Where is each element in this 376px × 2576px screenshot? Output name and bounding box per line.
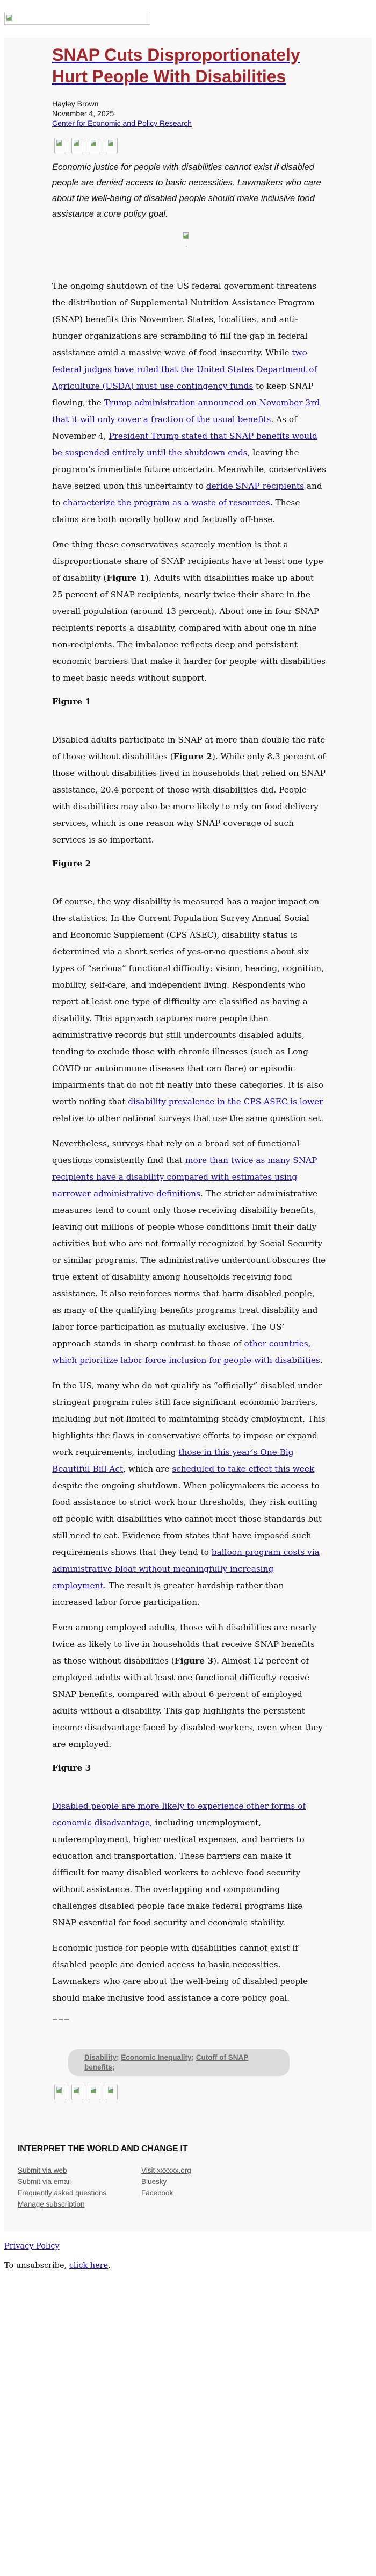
figure-ref: Figure 1	[106, 573, 146, 583]
share-button-4[interactable]	[106, 2085, 118, 2100]
share-icon	[73, 139, 81, 148]
figure-3-heading: Figure 3	[52, 1763, 91, 1773]
text: .	[108, 2261, 111, 2270]
faq-link[interactable]: Frequently asked questions	[18, 2189, 107, 2197]
article	[4, 38, 326, 2100]
submit-via-web-link[interactable]: Submit via web	[18, 2166, 67, 2174]
link-obbba[interactable]: those in this year’s One Big Beautiful Bill Act	[52, 1447, 294, 1474]
share-icon	[90, 2086, 98, 2095]
tag-separator: ;	[191, 2053, 196, 2061]
paragraph-9: Economic justice for people with disabilities cannot exist if disabled people are denied access to basic necessities. Lawmakers who care about the well-being of disabled people should make inclusive food assistance a core policy goal.	[52, 1943, 308, 2003]
text: . The result is greater hardship rather than increased labor force participation.	[52, 1581, 284, 1607]
link-waste-of-resources[interactable]: characterize the program as a waste of resources	[63, 498, 270, 508]
submit-via-email-link[interactable]: Submit via email	[18, 2178, 71, 2186]
text: One thing these conservatives scarcely mention is that a disproportionate share of SNAP recipients have at least one type of disability (	[52, 540, 323, 583]
tag-disability[interactable]: Disability	[84, 2053, 117, 2061]
link-trump-suspend-statement[interactable]: President Trump stated that SNAP benefits would be suspended entirely until the shutdown ends	[52, 431, 317, 458]
text: The ongoing shutdown of the US federal government threatens the distribution of Supplemental Nutrition Assistance Program (SNAP) benefits this November. States, localities, and anti-hunger organizations are scrambling to fill the gap in federal assistance amid a massive wave of food insecurity. While	[52, 281, 317, 358]
share-icon	[56, 139, 63, 148]
newsletter-container	[4, 38, 372, 2231]
text: To unsubscribe,	[4, 2261, 69, 2270]
text: . As of November 4,	[52, 415, 297, 441]
link-federal-judges-ruling[interactable]: two federal judges have ruled that the United States Department of Agriculture (USDA) must use contingency funds	[52, 348, 317, 391]
share-button-3[interactable]	[89, 138, 100, 153]
text: ). Almost 12 percent of employed adults with at least one functional difficulty receive SNAP benefits, compared with about 6 percent of employed adults without a disability. This gap highlights the persistent income disadvantage faced by disabled workers, even when they are employed.	[52, 1656, 323, 1749]
publish-date: November 4, 2025	[52, 109, 114, 118]
text: Disabled adults participate in SNAP at more than double the rate of those without disabilities (	[52, 735, 326, 761]
paragraph-6	[52, 1378, 326, 1611]
text: , leaving the program’s immediate future uncertain. Meanwhile, conservatives have seized upon this uncertainty to	[52, 448, 326, 491]
figure-2-heading: Figure 2	[52, 859, 91, 868]
figure-1-heading: Figure 1	[52, 697, 91, 707]
article-hero-image	[52, 232, 321, 248]
tag-economic-inequality[interactable]: Economic Inequality	[121, 2053, 192, 2061]
newsletter-footer	[4, 2100, 372, 2210]
separator: ===	[52, 2015, 70, 2023]
share-icon	[73, 2086, 81, 2095]
title-line-1: SNAP Cuts Disproportionately	[52, 45, 300, 65]
footer-heading: INTERPRET THE WORLD AND CHANGE IT	[18, 2144, 188, 2153]
tag-cutoff-snap[interactable]: Cutoff of SNAP benefits	[84, 2053, 249, 2071]
text: .	[320, 1355, 323, 1365]
text: Even among employed adults, those with disabilities are nearly twice as likely to live in households that receive SNAP benefits as those without disabilities (	[52, 1623, 317, 1666]
legal-footer	[0, 2242, 376, 2270]
title-line-2: Hurt People With Disabilities	[52, 67, 286, 86]
article-meta	[52, 99, 321, 128]
text: Nevertheless, surveys that rely on a broad set of functional questions consistently find that	[52, 1139, 300, 1165]
unsubscribe-link[interactable]: click here	[69, 2261, 109, 2270]
link-cps-asec-lower[interactable]: disability prevalence in the CPS ASEC is lower	[128, 1097, 323, 1107]
article-title-link[interactable]	[52, 45, 300, 86]
tag-separator: ;	[117, 2053, 121, 2061]
share-icon	[90, 139, 98, 148]
footer-links	[18, 2165, 372, 2210]
text: , which are	[123, 1464, 172, 1474]
unsubscribe-line	[4, 2261, 376, 2270]
text: In the US, many who do not qualify as “officially” disabled under stringent program rules still face significant economic barriers, including but not limited to maintaining steady employment. This highlights the flaws in conservative efforts to impose or expand work requirements, including	[52, 1381, 326, 1457]
paragraph-4	[52, 894, 326, 1127]
broken-image-icon	[183, 232, 190, 240]
image-caption: ,	[185, 242, 187, 247]
share-icon	[107, 2086, 115, 2095]
author-name: Hayley Brown	[52, 99, 99, 108]
link-economic-disadvantage[interactable]: Disabled people are more likely to experience other forms of economic disadvantage	[52, 1801, 306, 1828]
share-button-2[interactable]	[71, 138, 83, 153]
share-button-2[interactable]	[71, 2085, 83, 2100]
link-take-effect[interactable]: scheduled to take effect this week	[172, 1464, 315, 1474]
text: Of course, the way disability is measured has a major impact on the statistics. In the Current Population Survey Annual Social and Economic Supplement (CPS ASEC), disability status is determined via a short series of yes-or-no questions about six types of “serious” functional difficulty: vision, hearing, cognition, mobility, self-care, and independent living. Respondents who report at least one type of difficulty are classified as having a disability. This approach captures more people than administrative records but still undercounts disabled adults, tending to exclude those with chronic illnesses (such as Long COVID or autoimmune diseases that can flare) or episodic impairments that do not fit neatly into these categories. It is also worth noting that	[52, 897, 324, 1107]
figure-ref: Figure 2	[173, 752, 212, 761]
text: relative to other national surveys that use the same question set.	[52, 1114, 324, 1123]
text: . The stricter administrative measures tend to count only those receiving disability benefits, leaving out millions of people whose conditions limit their daily activities but who are not formally recognized by Social Security or similar programs. The administrative undercount obscures the true extent of disability among households receiving food assistance. It also reinforces norms that harm disabled people, as many of the qualifying benefits programs treat disability and labor force participation as mutually exclusive. The US’ approach stands in sharp contrast to those of	[52, 1189, 326, 1348]
bluesky-link[interactable]: Bluesky	[141, 2178, 167, 2186]
text: and to	[52, 481, 322, 508]
text: to keep SNAP flowing, the	[52, 381, 314, 408]
paragraph-3	[52, 732, 326, 848]
link-balloon-costs[interactable]: balloon program costs via administrative bloat without meaningfully increasing employment	[52, 1547, 320, 1590]
facebook-link[interactable]: Facebook	[141, 2189, 173, 2197]
footer-column-1	[18, 2165, 141, 2210]
share-button-4[interactable]	[106, 138, 118, 153]
footer-column-2	[141, 2165, 265, 2210]
link-other-countries[interactable]: other countries, which prioritize labor force inclusion for people with disabilities	[52, 1339, 320, 1365]
link-deride-snap[interactable]: deride SNAP recipients	[206, 481, 305, 491]
manage-subscription-link[interactable]: Manage subscription	[18, 2200, 85, 2208]
text: despite the ongoing shutdown. When policymakers tie access to food assistance to strict work hour thresholds, they risk cutting off people with disabilities who cannot meet those standards but still need to eat. Evidence from states that have imposed such requirements shows that they tend to	[52, 1481, 322, 1557]
tag-list	[68, 2049, 290, 2076]
share-button-1[interactable]	[54, 2085, 66, 2100]
article-title	[52, 38, 321, 87]
share-bar-top	[54, 138, 321, 153]
broken-image-icon	[6, 14, 13, 23]
figure-ref: Figure 3	[174, 1656, 214, 1666]
share-button-3[interactable]	[89, 2085, 100, 2100]
article-body	[52, 278, 326, 2023]
paragraph-1	[52, 278, 326, 528]
share-icon	[107, 139, 115, 148]
link-twice-as-many[interactable]: more than twice as many SNAP recipients have a disability compared with estimates using narrower administrative definitions	[52, 1155, 317, 1198]
publisher-link[interactable]: Center for Economic and Policy Research	[52, 119, 192, 127]
tag-separator: ;	[112, 2063, 115, 2071]
privacy-policy-link[interactable]: Privacy Policy	[4, 2242, 60, 2251]
paragraph-7	[52, 1619, 326, 1753]
visit-site-link[interactable]: Visit xxxxxx.org	[141, 2166, 191, 2174]
paragraph-2	[52, 537, 326, 687]
link-trump-admin-announcement[interactable]: Trump administration announced on November 3rd that it will only cover a fraction of the usual benefits	[52, 398, 320, 424]
paragraph-5	[52, 1136, 326, 1369]
text: . These claims are both morally hollow and factually off-base.	[52, 498, 300, 524]
paragraph-8	[52, 1798, 326, 1931]
article-dek: Economic justice for people with disabilities cannot exist if disabled people are denied access to basic necessities. Lawmakers who care about the well-being of disabled people should make inclusive food assistance a core policy goal.	[52, 162, 321, 219]
share-icon	[56, 2086, 63, 2095]
share-bar-bottom	[54, 2085, 321, 2100]
share-button-1[interactable]	[54, 138, 66, 153]
header-logo-image	[4, 12, 150, 25]
text: ). While only 8.3 percent of those without disabilities lived in households that relied on SNAP assistance, 20.4 percent of those with disabilities did. People with disabilities may also be more likely to rely on food delivery services, which is one reason why SNAP coverage of such services is so important.	[52, 752, 326, 845]
text: , including unemployment, underemployment, higher medical expenses, and barriers to education and transportation. These barriers can make it difficult for many disabled workers to achieve food security without assistance. The overlapping and compounding challenges disabled people face make federal programs like SNAP essential for food security and economic stability.	[52, 1818, 305, 1928]
text: ). Adults with disabilities make up about 25 percent of SNAP recipients, nearly twice their share in the overall population (around 13 percent). About one in four SNAP recipients reports a disability, compared with about one in nine non-recipients. The imbalance reflects deep and persistent economic barriers that make it harder for people with disabilities to meet basic needs without support.	[52, 573, 326, 683]
